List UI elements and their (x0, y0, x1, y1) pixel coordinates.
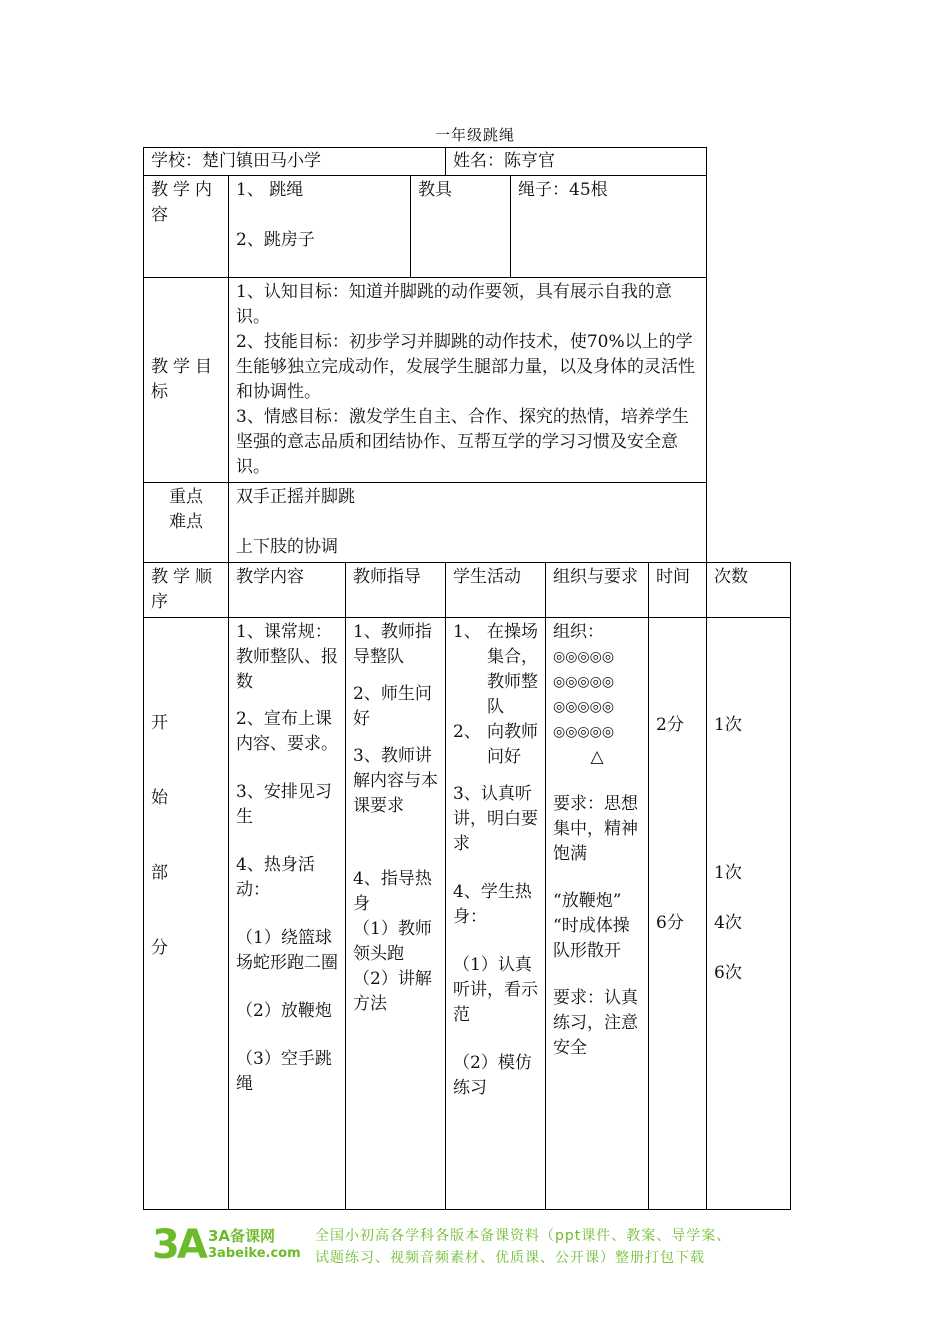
time-cell (649, 618, 707, 1210)
organization-cell (546, 618, 649, 1210)
key-label (144, 483, 229, 563)
part-char: 部 (151, 863, 168, 883)
lesson-plan-table (143, 147, 791, 1210)
teacher-item: （2）讲解方法 (353, 969, 432, 1014)
logo-icon: 3A (152, 1222, 205, 1268)
content-item: 1、 跳绳 (236, 180, 304, 200)
key-cell (229, 483, 707, 563)
count-value: 6次 (714, 963, 742, 983)
header-teacher: 教师指导 (346, 563, 446, 618)
key-point: 双手正摇并脚跳 (236, 487, 355, 507)
org-game: “放鞭炮” (553, 891, 622, 911)
teacher-item: 3、教师讲解内容与本课要求 (353, 746, 438, 816)
teacher-item: 2、师生问好 (353, 684, 432, 729)
count-value: 1次 (714, 863, 742, 883)
header-content: 教学内容 (229, 563, 346, 618)
student-item: （2）模仿练习 (453, 1053, 532, 1098)
logo-name: 3A备课网 (208, 1227, 276, 1245)
student-item-text: 向教师问好 (487, 722, 538, 767)
key-row (144, 483, 791, 563)
formation-row: ◎◎◎◎◎ (553, 699, 615, 715)
footer-banner (148, 1222, 798, 1272)
student-item-text: 在操场集合，教师整队 (487, 622, 538, 717)
content-items (229, 176, 411, 278)
teacher-name-cell: 姓名：陈亨官 (446, 148, 707, 176)
lesson-item: 2、宣布上课内容、要求。 (236, 709, 338, 754)
tools-label: 教具 (411, 176, 511, 278)
count-cell (707, 618, 791, 1210)
teacher-guide-cell (346, 618, 446, 1210)
start-section-row (144, 618, 791, 1210)
teacher-item: 1、教师指导整队 (353, 622, 432, 667)
tools-value: 绳子：45根 (511, 176, 707, 278)
org-requirement: 要求：思想集中，精神饱满 (553, 794, 638, 864)
header-org: 组织与要求 (546, 563, 649, 618)
key-label-2: 难点 (169, 512, 203, 532)
part-char: 始 (151, 788, 168, 808)
lesson-item: （2）放鞭炮 (236, 1001, 332, 1021)
part-char: 开 (151, 713, 168, 733)
org-label: 组织： (553, 622, 604, 642)
document-title: 一年级跳绳 (434, 126, 515, 144)
lesson-item: 4、热身活动： (236, 855, 315, 900)
header-order: 教学顺序 (144, 563, 229, 618)
lesson-item: （3）空手跳绳 (236, 1049, 332, 1094)
footer-line: 全国小初高各学科各版本备课资料（ppt课件、教案、导学案、 (315, 1228, 732, 1244)
part-char: 分 (151, 938, 168, 958)
student-item: （1）认真听讲，看示范 (453, 955, 538, 1025)
key-label-1: 重点 (169, 487, 203, 507)
goals-row (144, 278, 791, 483)
time-value: 6分 (656, 913, 684, 933)
header-count: 次数 (707, 563, 791, 618)
goals-cell (229, 278, 707, 483)
formation-row: ◎◎◎◎◎ (553, 649, 615, 665)
content-label: 教学内容 (144, 176, 229, 278)
school-cell: 学校：楚门镇田马小学 (144, 148, 446, 176)
time-value: 2分 (656, 715, 684, 735)
part-label (144, 618, 229, 1210)
count-value: 4次 (714, 913, 742, 933)
content-row (144, 176, 791, 278)
student-item: 4、学生热身： (453, 882, 532, 927)
count-value: 1次 (714, 715, 742, 735)
org-game: “时成体操队形散开 (553, 916, 630, 961)
footer-line: 试题练习、视频音频素材、优质课、公开课）整册打包下载 (315, 1250, 705, 1266)
lesson-item: 1、课常规：教师整队、报数 (236, 622, 338, 692)
formation-row: ◎◎◎◎◎ (553, 674, 615, 690)
lesson-item: （1）绕篮球场蛇形跑二圈 (236, 928, 338, 973)
school-row (144, 148, 791, 176)
goal-3: 3、情感目标：激发学生自主、合作、探究的热情，培养学生坚强的意志品质和团结协作、互帮互学的学习习惯及安全意识。 (236, 407, 689, 477)
lesson-item: 3、安排见习生 (236, 782, 332, 827)
teacher-item: 4、指导热身 (353, 869, 432, 914)
formation-row: ◎◎◎◎◎ (553, 724, 615, 740)
footer-text (315, 1225, 795, 1269)
lesson-content-cell (229, 618, 346, 1210)
student-item (453, 620, 538, 720)
logo-url: 3abeike.com (208, 1246, 301, 1261)
teacher-position-icon: △ (590, 747, 604, 767)
student-item: 3、认真听讲，明白要求 (453, 784, 538, 854)
student-activity-cell (446, 618, 546, 1210)
org-requirement: 要求：认真练习，注意安全 (553, 988, 638, 1058)
goal-2: 2、技能目标：初步学习并脚跳的动作技术，使70%以上的学生能够独立完成动作，发展学生腿部力量，以及身体的灵活性和协调性。 (236, 332, 695, 402)
key-difficulty: 上下肢的协调 (236, 537, 338, 557)
content-item: 2、跳房子 (236, 230, 315, 250)
student-item-number: 1、 (453, 622, 481, 642)
header-student: 学生活动 (446, 563, 546, 618)
student-item (453, 720, 538, 770)
header-time: 时间 (649, 563, 707, 618)
header-row (144, 563, 791, 618)
goals-label: 教学目标 (144, 278, 229, 483)
goal-1: 1、认知目标：知道并脚跳的动作要领，具有展示自我的意识。 (236, 282, 672, 327)
teacher-item: （1）教师领头跑 (353, 919, 432, 964)
student-item-number: 2、 (453, 722, 481, 742)
